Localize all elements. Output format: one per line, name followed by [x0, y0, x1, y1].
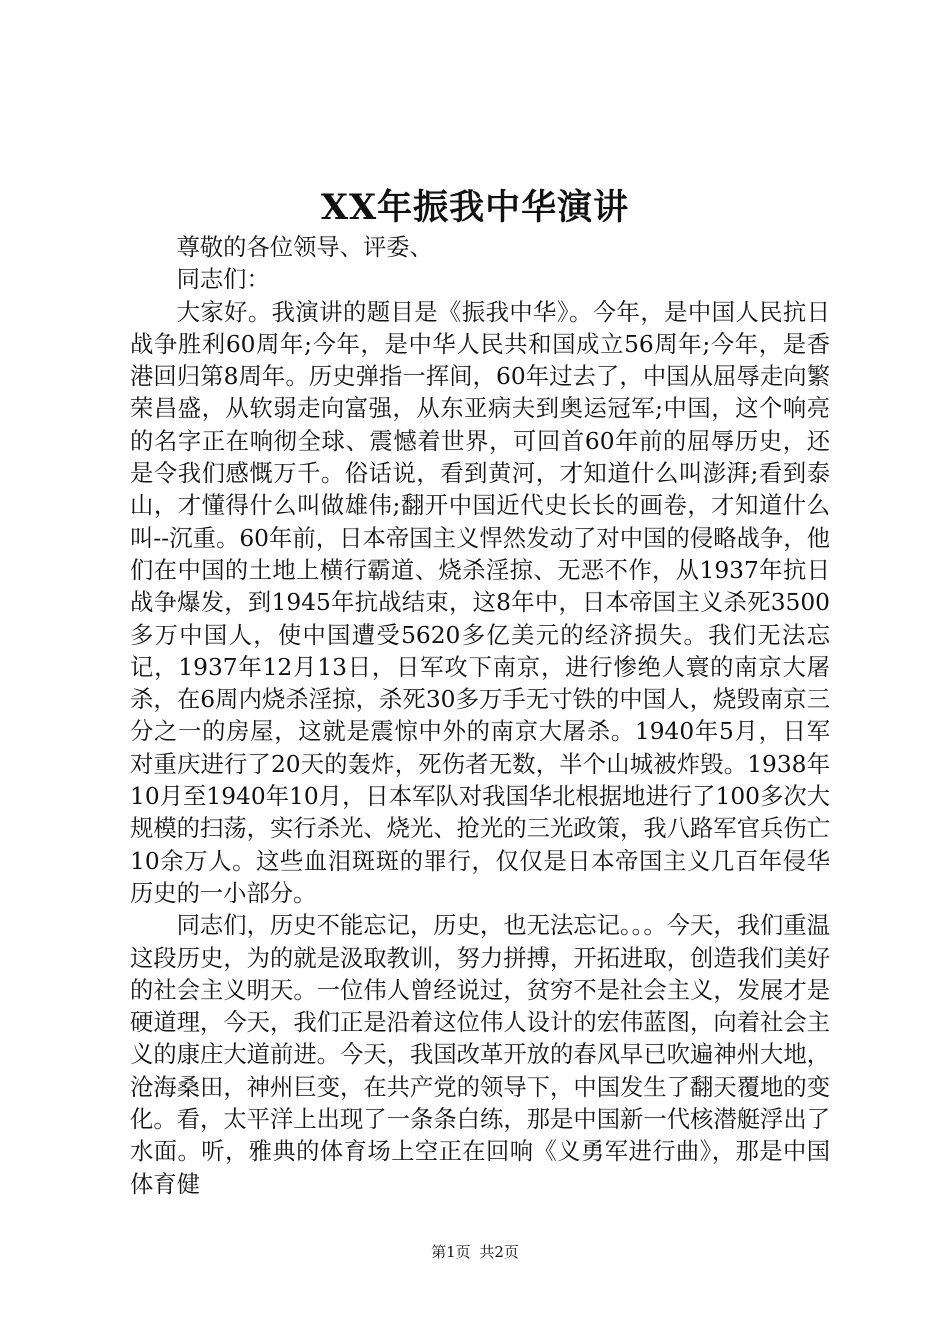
document-title: XX年振我中华演讲 [320, 187, 630, 228]
page-number: 第1页 [431, 1243, 471, 1261]
salutation-line-2: 同志们： [176, 266, 270, 294]
body-paragraph: 同志们，历史不能忘记，历史，也无法忘记。。。今天，我们重温这段历史，为的就是汲取教训，努力拼搏，开拓进取，创造我们美好的社会主义明天。一位伟人曾经说过，贫穷不是社会主义，发展才是硬道理，今天，我们正是沿着这位伟人设计的宏伟蓝图，向着社会主义的康庄大道前进。今天，我国改革开放的春风早已吹遍神州大地，沧海桑田，神州巨变，在共产党的领导下，中国发生了翻天覆地的变化。看，太平洋上出现了一条条白练，那是中国新一代核潜艇浮出了水面。听，雅典的体育场上空正在回响《义勇军进行曲》，那是中国体育健 [130, 912, 830, 1198]
page-total: 共2页 [479, 1243, 519, 1261]
body-paragraph: 大家好。我演讲的题目是《振我中华》。今年，是中国人民抗日战争胜利60周年;今年，是中华人民共和国成立56周年;今年，是香港回归第8周年。历史弹指一挥间，60年过去了，中国从屈辱走向繁荣昌盛，从软弱走向富强，从东亚病夫到奥运冠军;中国，这个响亮的名字正在响彻全球、震憾着世界，可回首60年前的屈辱历史，还是令我们感慨万千。俗话说，看到黄河，才知道什么叫澎湃;看到泰山，才懂得什么叫做雄伟;翻开中国近代史长长的画卷，才知道什么叫--沉重。60年前，日本帝国主义悍然发动了对中国的侵略战争，他们在中国的土地上横行霸道、烧杀淫掠、无恶不作，从1937年抗日战争爆发，到1945年抗战结束，这8年中，日本帝国主义杀死3500多万中国人，使中国遭受5620多亿美元的经济损失。我们无法忘记，1937年12月13日，日军攻下南京，进行惨绝人寰的南京大屠杀，在6周内烧杀淫掠，杀死30多万手无寸铁的中国人，烧毁南京三分之一的房屋，这就是震惊中外的南京大屠杀。1940年5月，日军对重庆进行了20天的轰炸，死伤者无数，半个山城被炸毁。1938年10月至1940年10月，日本军队对我国华北根据地进行了100多次大规模的扫荡，实行杀光、烧光、抢光的三光政策，我八路军官兵伤亡10余万人。这些血泪斑斑的罪行，仅仅是日本帝国主义几百年侵华历史的一小部分。 [130, 298, 830, 907]
page-footer [0, 1240, 950, 1264]
document-body [130, 232, 830, 1201]
salutation-line-1: 尊敬的各位领导、评委、 [176, 234, 433, 261]
